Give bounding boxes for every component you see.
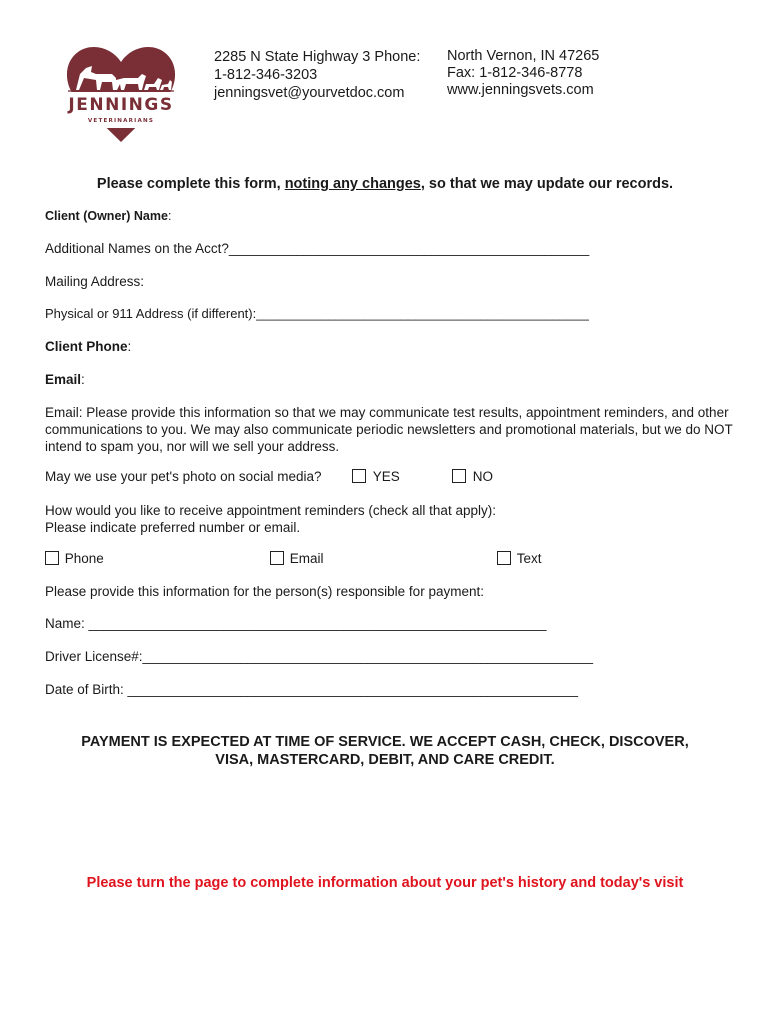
client-name-field[interactable]: Client (Owner) Name:	[45, 209, 172, 223]
email-field[interactable]: Email:	[45, 372, 85, 387]
address-block-right	[447, 48, 599, 99]
heart-animals-icon	[62, 44, 180, 142]
no-checkbox[interactable]	[452, 469, 466, 483]
client-phone-field[interactable]: Client Phone:	[45, 339, 132, 354]
form-title: Please complete this form, noting any changes, so that we may update our records.	[96, 176, 674, 192]
social-yes-option[interactable]: YES	[352, 469, 400, 484]
yes-checkbox[interactable]	[352, 469, 366, 483]
reminder-phone-option[interactable]: Phone	[45, 551, 104, 566]
title-underlined: noting any changes	[284, 176, 421, 192]
physical-address-field[interactable]: Physical or 911 Address (if different):______________________________________________	[45, 306, 589, 321]
payment-notice: PAYMENT IS EXPECTED AT TIME OF SERVICE. WE ACCEPT CASH, CHECK, DISCOVER, VISA, MASTERCARD, DEBIT, AND CARE CREDIT.	[81, 734, 689, 768]
mailing-address-field[interactable]: Mailing Address:	[45, 274, 145, 289]
social-no-option[interactable]: NO	[452, 469, 493, 484]
address-block-left	[214, 48, 420, 102]
email-address: jenningsvet@yourvetdoc.com	[214, 85, 405, 101]
logo-brand: JENNINGS	[68, 95, 174, 115]
website: www.jenningsvets.com	[447, 82, 594, 98]
payer-name-field[interactable]: Name: _____________________________________________________________	[45, 616, 547, 631]
fax-number: Fax: 1-812-346-8778	[447, 65, 583, 81]
reminder-text-option[interactable]: Text	[497, 551, 542, 566]
phone-checkbox[interactable]	[45, 551, 59, 565]
email-checkbox[interactable]	[270, 551, 284, 565]
payment-intro: Please provide this information for the person(s) responsible for payment:	[45, 584, 484, 599]
email-note: Email: Please provide this information so that we may communicate test results, appointment reminders, and other communications to you. We may also communicate periodic newsletters and promotional materials, but we do NOT intend to spam you, nor will we sell your address.	[45, 405, 733, 454]
reminder-email-option[interactable]: Email	[270, 551, 324, 566]
street-phone-label: 2285 N State Highway 3 Phone:	[214, 49, 421, 65]
phone-number: 1-812-346-3203	[214, 67, 318, 83]
additional-names-field[interactable]: Additional Names on the Acct?________________________________________________	[45, 241, 590, 256]
social-media-question: May we use your pet's photo on social media?	[45, 469, 322, 484]
turn-page-note: Please turn the page to complete information about your pet's history and today's visit	[86, 875, 684, 891]
text-checkbox[interactable]	[497, 551, 511, 565]
date-of-birth-field[interactable]: Date of Birth: ____________________________________________________________	[45, 682, 579, 697]
jennings-logo	[62, 44, 180, 142]
logo-tagline: VETERINARIANS	[87, 118, 155, 124]
driver-license-field[interactable]: Driver License#:____________________________________________________________	[45, 649, 594, 664]
reminders-question: How would you like to receive appointment reminders (check all that apply): Please indicate preferred number or email.	[45, 503, 496, 535]
city-state-zip: North Vernon, IN 47265	[447, 48, 600, 64]
